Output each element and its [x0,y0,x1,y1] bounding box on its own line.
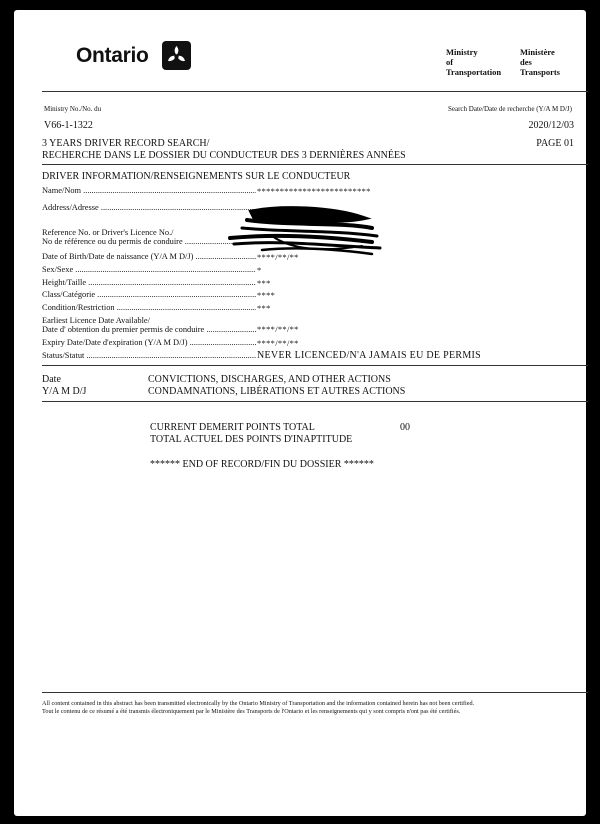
ontario-wordmark: Ontario [76,44,149,67]
reference-label-2: No de référence ou du permis de conduire ..... [42,237,256,246]
earliest-licence-label-1: Earliest Licence Date Available/ [42,316,150,325]
condition-value: *** [257,303,271,313]
footer-disclaimer-fr: Tout le contenu de ce résumé a été transmis électroniquement par le Ministère des Transports de l'Ontario et les renseignements qui y sont compris n'ont pas été certifiés. [42,708,461,715]
driver-info-heading: DRIVER INFORMATION/RENSEIGNEMENTS SUR LE CONDUCTEUR [42,171,351,182]
page-number: PAGE 01 [536,138,574,149]
condition-label: Condition/Restriction ..... [42,303,256,312]
trillium-logo-icon [162,41,191,70]
search-date: 2020/12/03 [528,120,574,131]
demerit-label-fr: TOTAL ACTUEL DES POINTS D'INAPTITUDE [150,434,353,445]
status-label: Status/Statut ..... [42,351,256,360]
convictions-heading-fr: CONDAMNATIONS, LIBÉRATIONS ET AUTRES ACTIONS [148,386,406,397]
dob-label: Date of Birth/Date de naissance (Y/A M D/J) ..... [42,252,256,261]
footer-divider [42,692,588,693]
expiry-label: Expiry Date/Date d'expiration (Y/A M D/J) ..... [42,338,256,347]
convictions-divider [42,401,588,402]
ministry-name-en: Ministry of Transportation [446,47,502,77]
sex-value: * [257,265,262,275]
document-page [14,10,586,816]
end-of-record: ****** END OF RECORD/FIN DU DOSSIER ****** [150,459,374,470]
search-date-label: Search Date/Date de recherche (Y/A M D/J) [447,105,572,113]
address-label: Address/Adresse ..... [42,203,256,212]
convictions-heading-en: CONVICTIONS, DISCHARGES, AND OTHER ACTIONS [148,374,391,385]
name-label: Name/Nom ..... [42,186,256,195]
name-value: ************************* [257,186,371,196]
class-label: Class/Catégorie ..... [42,290,256,299]
class-value: **** [257,290,276,300]
earliest-licence-label-2: Date d' obtention du premier permis de conduire ..... [42,325,256,334]
dob-value: ****/**/** [257,252,299,262]
status-value: NEVER LICENCED/N'A JAMAIS EU DE PERMIS [257,350,482,361]
conviction-date-label-1: Date [42,374,61,385]
title-divider [42,164,588,165]
reference-label-1: Reference No. or Driver's Licence No./ [42,228,174,237]
height-label: Height/Taille ..... [42,278,256,287]
document-title-en: 3 YEARS DRIVER RECORD SEARCH/ [42,138,210,149]
footer-disclaimer-en: All content contained in this abstract has been transmitted electronically by the Ontario Ministry of Transportation and the information contained herein has not been certified. [42,700,475,707]
height-value: *** [257,278,271,288]
conviction-date-label-2: Y/A M D/J [42,386,87,397]
ministry-no-label: Ministry No./No. du [44,105,102,113]
document-title-fr: RECHERCHE DANS LE DOSSIER DU CONDUCTEUR DES 3 DERNIÈRES ANNÉES [42,150,406,161]
ministry-no: V66-1-1322 [44,120,93,131]
earliest-licence-value: ****/**/** [257,324,299,334]
driver-info-divider [42,365,588,366]
demerit-label-en: CURRENT DEMERIT POINTS TOTAL [150,422,315,433]
expiry-value: ****/**/** [257,338,299,348]
demerit-value: 00 [400,422,410,433]
ministry-name-fr: Ministère des Transports [520,47,560,77]
header-divider [42,91,588,92]
sex-label: Sex/Sexe ..... [42,265,256,274]
